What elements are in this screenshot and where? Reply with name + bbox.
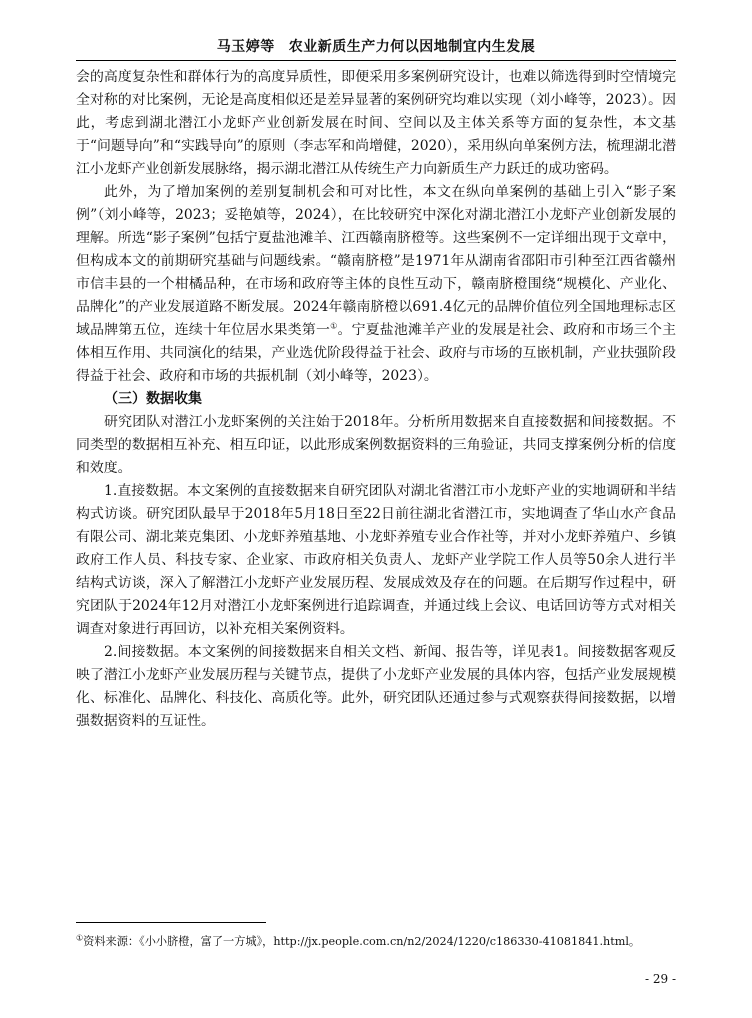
paragraph-1: 会的高度复杂性和群体行为的高度异质性，即便采用多案例研究设计，也难以筛选得到时空情境完全对称的对比案例，无论是高度相似还是差异显著的案例研究均难以实现（刘小峰等，2023）。因此，考虑到湖北潜江小龙虾产业创新发展在时间、空间以及主体关系等方面的复杂性，本文基于“问题导向”和“实践导向”的原则（李志军和尚增健，2020），采用纵向单案例方法，梳理湖北潜江小龙虾产业创新发展脉络，揭示湖北潜江从传统生产力向新质生产力跃迁的成功密码。 [76,69,676,177]
header-title: 农业新质生产力何以因地制宜内生发展 [288,39,536,55]
header-authors: 马玉婷等 [216,39,275,55]
paragraph-3: 研究团队对潜江小龙虾案例的关注始于2018年。分析所用数据来自直接数据和间接数据。不同类型的数据相互补充、相互印证，以此形成案例数据资料的三角验证，共同支撑案例分析的信度和效度。 [76,414,676,476]
footnote-mark: ① [76,933,84,943]
footnote-reference[interactable]: ① [330,321,338,331]
running-header [76,36,676,56]
paragraph-2-text-b: 。宁夏盐池滩羊产业的发展是社会、政府和市场三个主体相互作用、共同演化的结果，产业选优阶段得益于社会、政府与市场的互嵌机制，产业扶强阶段得益于社会、政府和市场的共振机制（刘小峰等，2023）。 [76,322,676,384]
paragraph-4: 1.直接数据。本文案例的直接数据来自研究团队对湖北省潜江市小龙虾产业的实地调研和半结构式访谈。研究团队最早于2018年5月18日至22日前往湖北省潜江市，实地调查了华山水产食品有限公司、湖北莱克集团、小龙虾养殖基地、小龙虾养殖专业合作社等，并对小龙虾养殖户、乡镇政府工作人员、科技专家、企业家、市政府相关负责人、龙虾产业学院工作人员等50余人进行半结构式访谈，深入了解潜江小龙虾产业发展历程、发展成效及存在的问题。在后期写作过程中，研究团队于2024年12月对潜江小龙虾案例进行追踪调查，并通过线上会议、电话回访等方式对相关调查对象进行再回访，以补充相关案例资料。 [76,483,676,637]
header-rule [76,60,676,61]
footnote-text: 资料来源：《小小脐橙，富了一方城》，http://jx.people.com.cn/n2/2024/1220/c186330-41081841.html。 [83,935,641,948]
footnote [76,934,686,950]
footnote-rule [76,922,266,923]
paragraph-2 [76,181,676,388]
paragraph-2-text-a: 此外，为了增加案例的差别复制机会和可对比性，本文在纵向单案例的基础上引入“影子案例”（刘小峰等，2023；妥艳媜等，2024），在比较研究中深化对湖北潜江小龙虾产业创新发展的理解。所选“影子案例”包括宁夏盐池滩羊、江西赣南脐橙等。这些案例不一定详细出现于文章中，但构成本文的前期研究基础与问题线索。“赣南脐橙”是1971年从湖南省邵阳市引种至江西省赣州市信丰县的一个柑橘品种，在市场和政府等主体的良性互动下，赣南脐橙围绕“规模化、产业化、品牌化”的产业发展道路不断发展。2024年赣南脐橙以691.4亿元的品牌价值位列全国地理标志区域品牌第五位，连续十年位居水果类第一 [76,184,676,338]
page-number: - 29 - [644,972,676,986]
section-heading: （三）数据收集 [104,391,202,407]
paragraph-5: 2.间接数据。本文案例的间接数据来自相关文档、新闻、报告等，详见表1。间接数据客观反映了潜江小龙虾产业发展历程与关键节点，提供了小龙虾产业发展的具体内容，包括产业发展规模化、标准化、品牌化、科技化、高质化等。此外，研究团队还通过参与式观察获得间接数据，以增强数据资料的互证性。 [76,644,676,729]
article-body [76,66,676,733]
